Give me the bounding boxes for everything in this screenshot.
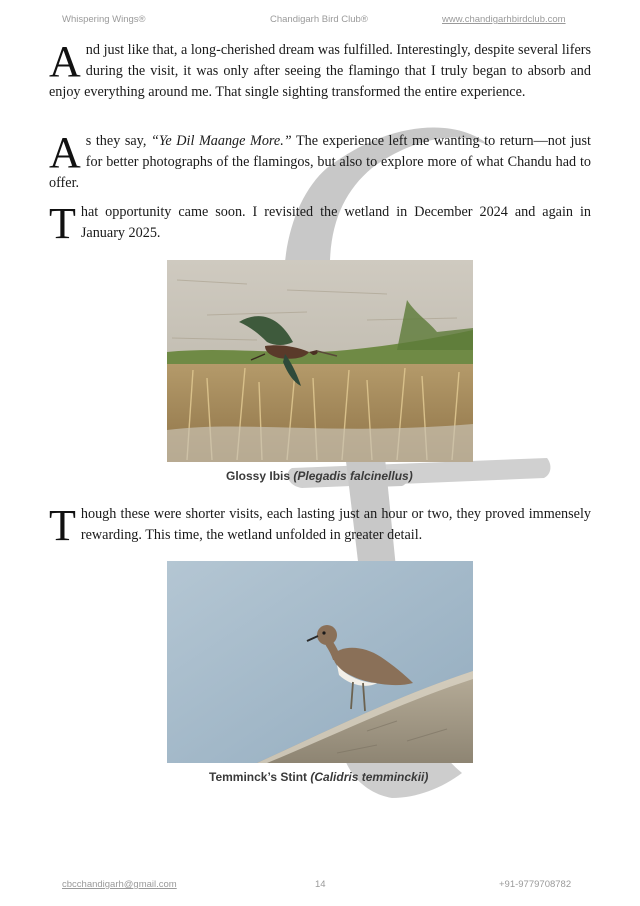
paragraph-text: nd just like that, a long-cherished dream was fulfilled. Interestingly, despite several lifers during the visit, it was only after seeing the flamingo that I truly began to absorb and enjoy everything around me. That single sighting transformed the entire experience.: [49, 42, 591, 100]
paragraph-text-end: The experience left me wanting to return—not just for better photographs of the flamingos, but also to explore more of what Chandu had to offer.: [49, 133, 591, 191]
temmincks-stint-photo: [167, 561, 473, 763]
drop-cap: T: [49, 199, 76, 248]
drop-cap: A: [49, 37, 81, 86]
caption-scientific-name: (Plegadis falcinellus): [293, 469, 413, 483]
paragraph-dream-fulfilled: [49, 37, 591, 102]
paragraph-revisited-wetland: [49, 199, 591, 248]
footer-phone-number: +91-9779708782: [499, 879, 572, 890]
drop-cap: A: [49, 128, 81, 177]
header-website-link[interactable]: www.chandigarhbirdclub.com: [442, 14, 566, 25]
drop-cap: T: [49, 501, 76, 550]
quote-text: “Ye Dil Maange More.”: [150, 133, 292, 149]
paragraph-text-start: s they say,: [85, 133, 151, 149]
caption-scientific-name: (Calidris temminckii): [310, 770, 429, 784]
header-magazine-title: Whispering Wings®: [62, 14, 146, 25]
paragraph-text: hough these were shorter visits, each lasting just an hour or two, they proved immensely rewarding. This time, the wetland unfolded in greater detail.: [80, 506, 591, 543]
temmincks-stint-caption: [209, 770, 428, 784]
paragraph-shorter-visits: [49, 501, 591, 550]
caption-common-name: Temminck’s Stint: [209, 770, 311, 784]
paragraph-ye-dil-maange-more: [49, 128, 591, 193]
glossy-ibis-caption: [226, 469, 413, 483]
glossy-ibis-photo: [167, 260, 473, 462]
paragraph-text: hat opportunity came soon. I revisited the wetland in December 2024 and again in January 2025.: [80, 204, 591, 241]
footer-email-link[interactable]: cbcchandigarh@gmail.com: [62, 879, 177, 890]
caption-common-name: Glossy Ibis: [226, 469, 294, 483]
header-club-name: Chandigarh Bird Club®: [270, 14, 368, 25]
page-number: 14: [315, 879, 326, 890]
